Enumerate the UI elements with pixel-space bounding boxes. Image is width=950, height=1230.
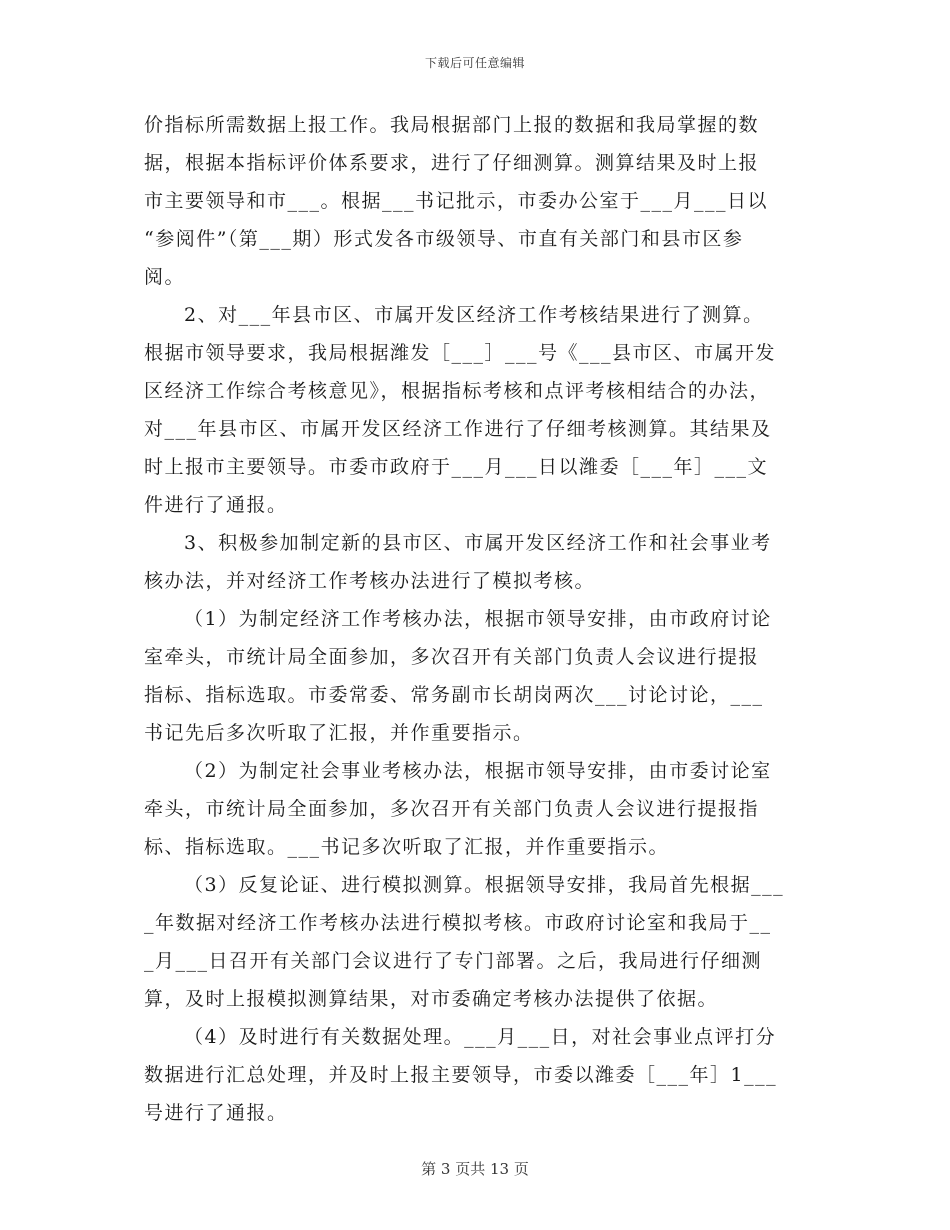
- text-line: 市主要领导和市___。根据___书记批示，市委办公室于___月___日以: [144, 190, 769, 212]
- paragraph-start-line: （2）为制定社会事业考核办法，根据市领导安排，由市委讨论室: [184, 760, 772, 782]
- text-line: 阅。: [144, 266, 186, 288]
- text-line: 根据市领导要求，我局根据潍发［___］___号《___县市区、市属开发: [144, 342, 777, 364]
- page-header: 下载后可任意编辑: [424, 56, 525, 70]
- text-line: “参阅件”（第___期）形式发各市级领导、市直有关部门和县市区参: [144, 228, 744, 250]
- text-line: 核办法，并对经济工作考核办法进行了模拟考核。: [144, 570, 596, 592]
- text-line: 件进行了通报。: [144, 494, 288, 516]
- paragraph-start-line: （1）为制定经济工作考核办法，根据市领导安排，由市政府讨论: [184, 608, 772, 630]
- text-line: 对___年县市区、市属开发区经济工作进行了仔细考核测算。其结果及: [144, 418, 772, 440]
- text-line: 标、指标选取。___书记多次听取了汇报，并作重要指示。: [144, 836, 670, 858]
- text-line: 算，及时上报模拟测算结果，对市委确定考核办法提供了依据。: [144, 988, 719, 1010]
- text-line: _月___日召开有关部门会议进行了专门部署。之后，我局进行仔细测: [144, 950, 763, 972]
- paragraph-start-line: 3、积极参加制定新的县市区、市属开发区经济工作和社会事业考: [184, 532, 772, 554]
- text-line: 据，根据本指标评价体系要求，进行了仔细测算。测算结果及时上报: [144, 152, 760, 174]
- document-body: [144, 106, 814, 1132]
- paragraph-start-line: （4）及时进行有关数据处理。___月___日，对社会事业点评打分: [184, 1026, 777, 1048]
- text-line: _年数据对经济工作考核办法进行模拟考核。市政府讨论室和我局于__: [144, 912, 772, 934]
- text-line: 价指标所需数据上报工作。我局根据部门上报的数据和我局掌握的数: [144, 114, 760, 136]
- paragraph-start-line: 2、对___年县市区、市属开发区经济工作考核结果进行了测算。: [184, 304, 764, 326]
- text-line: 号进行了通报。: [144, 1102, 288, 1124]
- text-line: 数据进行汇总处理，并及时上报主要领导，市委以潍委［___年］1___: [144, 1064, 778, 1086]
- text-line: 时上报市主要领导。市委市政府于___月___日以潍委［___年］___文: [144, 456, 769, 478]
- text-line: 书记先后多次听取了汇报，并作重要指示。: [144, 722, 534, 744]
- paragraph-start-line: （3）反复论证、进行模拟测算。根据领导安排，我局首先根据___: [184, 874, 785, 896]
- text-line: 指标、指标选取。市委常委、常务副市长胡岗两次___讨论讨论，___: [144, 684, 764, 706]
- text-line: 区经济工作综合考核意见》，根据指标考核和点评考核相结合的办法，: [144, 380, 771, 402]
- page-footer: 第 3 页共 13 页: [421, 1160, 529, 1178]
- text-line: 室牵头，市统计局全面参加，多次召开有关部门负责人会议进行提报: [144, 646, 760, 668]
- text-line: 牵头，市统计局全面参加，多次召开有关部门负责人会议进行提报指: [144, 798, 760, 820]
